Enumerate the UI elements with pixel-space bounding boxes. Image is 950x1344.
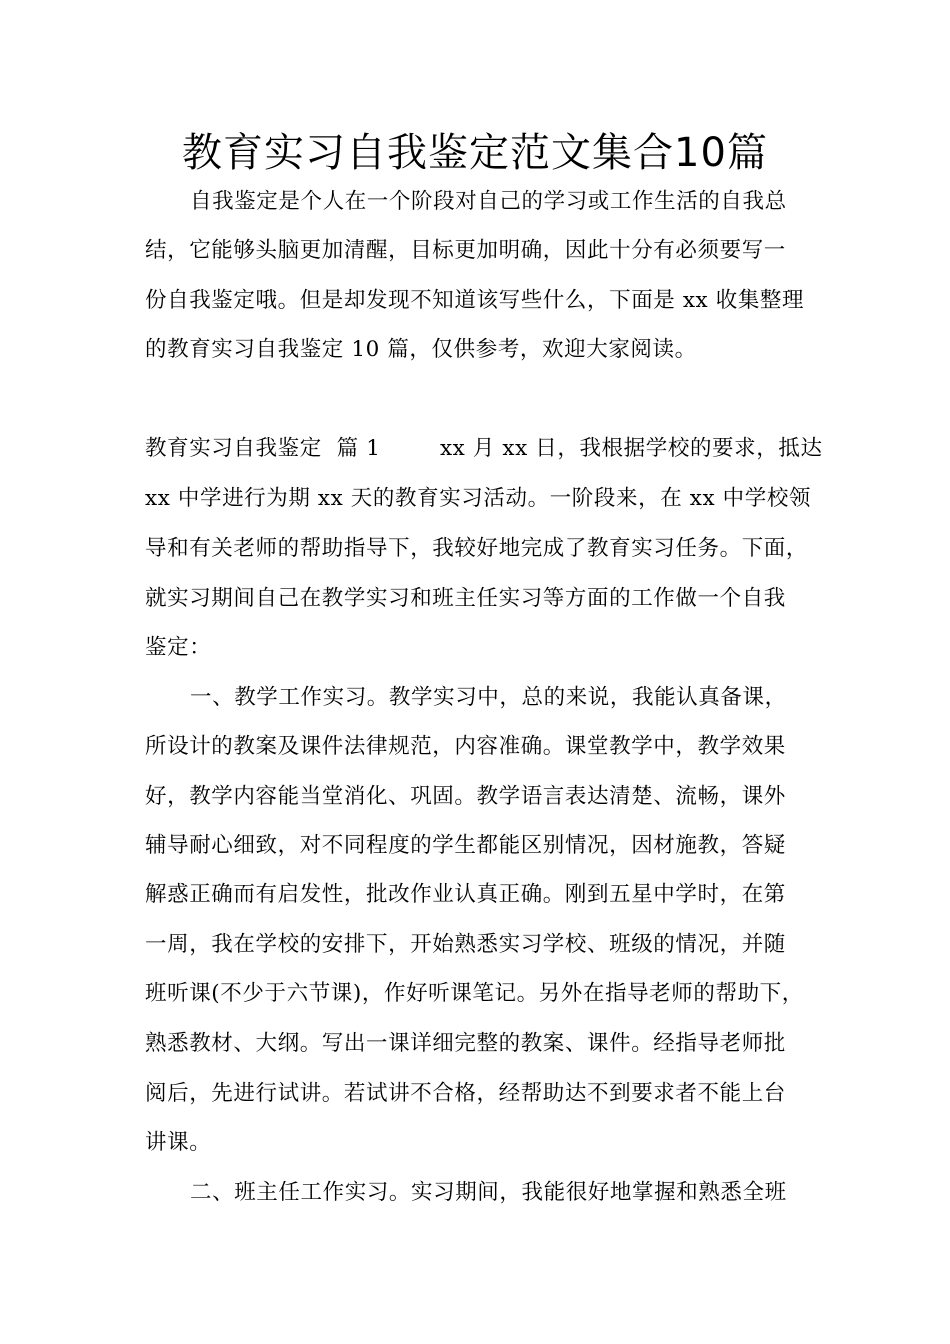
body-line: 辅导耐心细致，对不同程度的学生都能区别情况，因材施教，答疑 [145, 833, 786, 858]
body-line: 阅后，先进行试讲。若试讲不合格，经帮助达不到要求者不能上台 [145, 1081, 786, 1106]
body-line: 班听课(不少于六节课)，作好听课笔记。另外在指导老师的帮助下， [145, 981, 804, 1006]
body-line: 二、班主任工作实习。实习期间，我能很好地掌握和熟悉全班 [190, 1180, 787, 1205]
body-line: 一周，我在学校的安排下，开始熟悉实习学校、班级的情况，并随 [145, 932, 786, 957]
body-line: 解惑正确而有启发性，批改作业认真正确。刚到五星中学时，在第 [145, 882, 786, 907]
intro-line: 自我鉴定是个人在一个阶段对自己的学习或工作生活的自我总 [190, 189, 787, 214]
body-line: 就实习期间自己在教学实习和班主任实习等方面的工作做一个自我 [145, 586, 786, 611]
section-heading-line: 教育实习自我鉴定 篇 1 xx 月 xx 日，我根据学校的要求，抵达 [145, 436, 823, 461]
intro-line: 份自我鉴定哦。但是却发现不知道该写些什么，下面是 xx 收集整理 [145, 288, 805, 313]
body-line: 导和有关老师的帮助指导下，我较好地完成了教育实习任务。下面， [145, 536, 809, 561]
intro-line: 结，它能够头脑更加清醒，目标更加明确，因此十分有必须要写一 [145, 238, 786, 263]
body-line: xx 中学进行为期 xx 天的教育实习活动。一阶段来，在 xx 中学校领 [145, 486, 812, 511]
body-line: 一、教学工作实习。教学实习中，总的来说，我能认真备课， [190, 685, 787, 710]
document-title: 教育实习自我鉴定范文集合10篇 [182, 130, 768, 176]
body-line: 所设计的教案及课件法律规范，内容准确。课堂教学中，教学效果 [145, 734, 786, 759]
body-line: 讲课。 [145, 1130, 212, 1155]
body-line: 熟悉教材、大纲。写出一课详细完整的教案、课件。经指导老师批 [145, 1031, 786, 1056]
body-line: 好，教学内容能当堂消化、巩固。教学语言表达清楚、流畅，课外 [145, 784, 786, 809]
intro-line: 的教育实习自我鉴定 10 篇，仅供参考，欢迎大家阅读。 [145, 337, 697, 362]
body-line: 鉴定： [145, 635, 212, 660]
